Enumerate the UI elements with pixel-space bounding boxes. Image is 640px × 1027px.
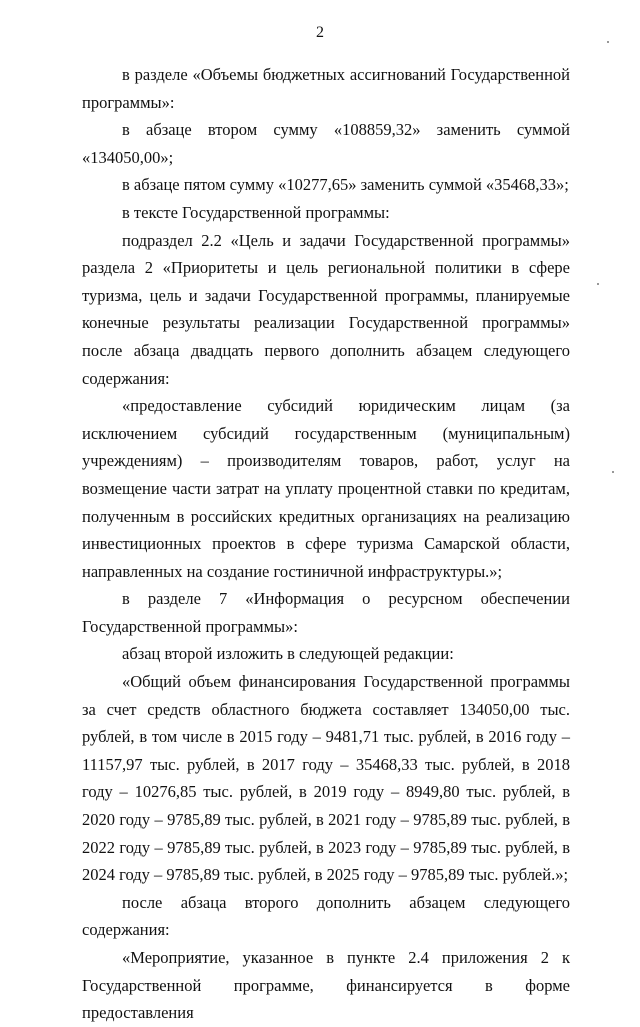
document-body <box>82 61 570 1027</box>
paragraph-abzac-fifth: в абзаце пятом сумму «10277,65» заменить суммой «35468,33»; <box>122 175 569 195</box>
paragraph-abzac-second-edit: абзац второй изложить в следующей редакции: <box>122 644 454 664</box>
paragraph-after-second: после абзаца второго дополнить абзацем следующего содержания: <box>82 892 570 940</box>
page-number: 2 <box>316 24 324 41</box>
scan-speck <box>612 471 614 473</box>
paragraph-section-budget: в разделе «Объемы бюджетных ассигнований Государственной программы»: <box>82 65 570 112</box>
paragraph-subsidies-quote: «предоставление субсидий юридическим лицам (за исключением субсидий государственным (муниципальным) учреждениям) – производителям товаров, работ, услуг на возмещение части затрат на уплату процентной ставки по кредитам, полученным в российских кредитных организациях на реализацию инвестиционных проектов в сфере туризма Самарской области, направленных на создание гостиничной инфраструктуры.»; <box>82 396 570 581</box>
paragraph-section-7: в разделе 7 «Информация о ресурсном обеспечении Государственной программы»: <box>82 589 570 636</box>
scan-speck <box>597 283 599 285</box>
paragraph-measure-quote: «Мероприятие, указанное в пункте 2.4 приложения 2 к Государственной программе, финансируется в форме предоставления <box>82 948 570 1023</box>
paragraph-abzac-second: в абзаце втором сумму «108859,32» заменить суммой «134050,00»; <box>82 120 570 167</box>
scan-speck <box>607 41 609 43</box>
paragraph-subsection-2-2: подраздел 2.2 «Цель и задачи Государственной программы» раздела 2 «Приоритеты и цель региональной политики в сфере туризма, цель и задачи Государственной программы, планируемые конечные результаты реализации Государственной программы» после абзаца двадцать первого дополнить абзацем следующего содержания: <box>82 230 570 388</box>
paragraph-financing-quote: «Общий объем финансирования Государственной программы за счет средств областного бюджета составляет 134050,00 тыс. рублей, в том числе в 2015 году – 9481,71 тыс. рублей, в 2016 году – 11157,97 тыс. рублей, в 2017 году – 35468,33 тыс. рублей, в 2018 году – 10276,85 тыс. рублей, в 2019 году – 8949,80 тыс. рублей, в 2020 году – 9785,89 тыс. рублей, в 2021 году – 9785,89 тыс. рублей, в 2022 году – 9785,89 тыс. рублей, в 2023 году – 9785,89 тыс. рублей, в 2024 году – 9785,89 тыс. рублей, в 2025 году – 9785,89 тыс. рублей.»; <box>82 672 570 885</box>
paragraph-program-text: в тексте Государственной программы: <box>122 202 390 222</box>
